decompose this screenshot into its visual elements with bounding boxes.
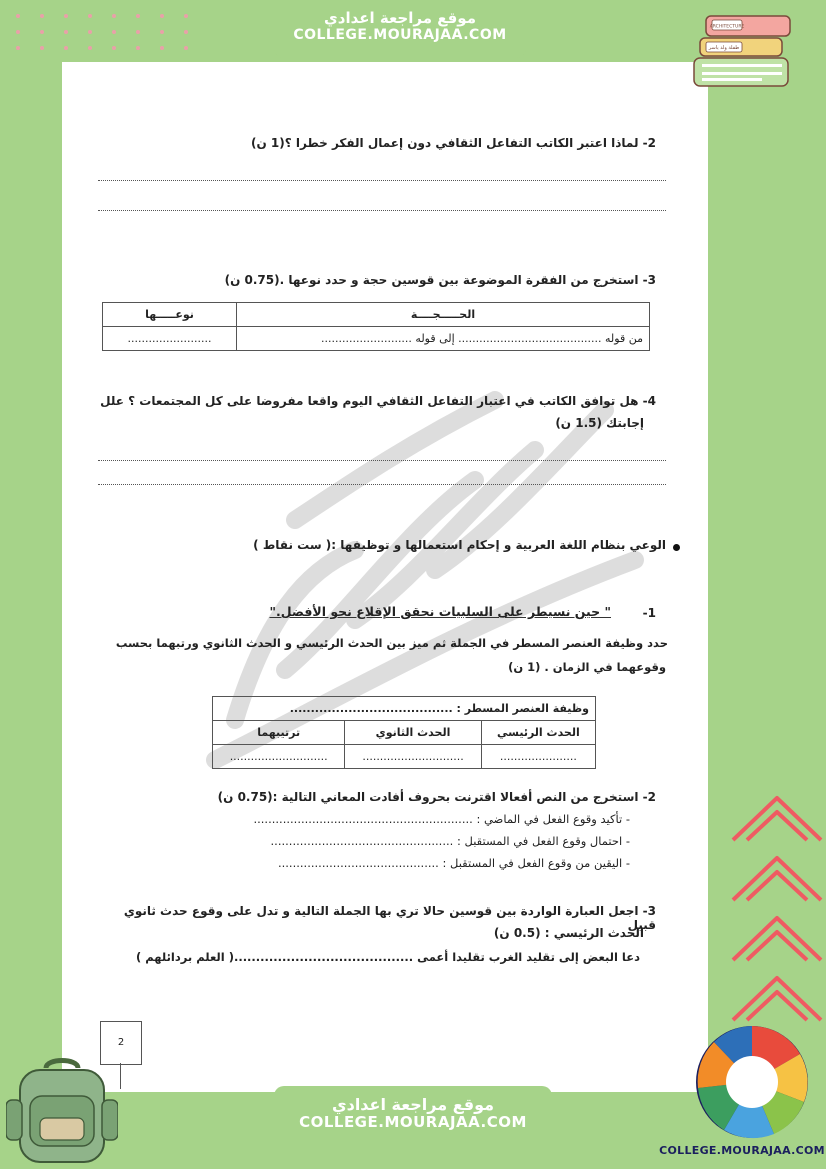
- question-4: 4- هل توافق الكاتب في اعتبار التفاعل الثقافي اليوم واقعا مفروضا على كل المجتمعات ؟ علل: [100, 394, 656, 408]
- main-event-cell[interactable]: ......................: [481, 745, 595, 769]
- chevron-up-icons: [727, 790, 826, 1050]
- item-2-title: 2- استخرج من النص أفعالا اقترنت بحروف أفادت المعاني التالية :(0.75 ن): [217, 790, 656, 804]
- book-label-top: ARCHITECTURE: [709, 24, 745, 30]
- header-secondary-event: الحدث الثانوي: [345, 721, 481, 745]
- item-2-option: - احتمال وقوع الفعل في المستقبل : ..................................................: [270, 834, 630, 848]
- book-label-mid: طفلة ولد ياسر: [708, 45, 740, 51]
- page-number: 2: [100, 1021, 142, 1065]
- argument-table: [102, 302, 650, 351]
- site-url[interactable]: COLLEGE.MOURAJAA.COM: [293, 27, 507, 44]
- events-table: [212, 696, 596, 769]
- backpack-icon: [6, 1056, 118, 1166]
- secondary-event-cell[interactable]: .............................: [345, 745, 481, 769]
- answer-line: [98, 460, 666, 461]
- answer-line: [98, 180, 666, 181]
- item-2-option: - تأكيد وقوع الفعل في الماضي : ............................................................: [253, 812, 630, 826]
- footer-site-url[interactable]: COLLEGE.MOURAJAA.COM: [299, 1113, 527, 1132]
- answer-line: [98, 484, 666, 485]
- item-3-sentence: دعا البعض إلى تقليد الغرب تقليدا أعمى .........................................( العلم بردائلهم ): [136, 950, 640, 964]
- site-name: موقع مراجعة اعدادي: [324, 9, 476, 27]
- footer-banner: [274, 1086, 552, 1150]
- item-2-option: - اليقين من وقوع الفعل في المستقبل : ............................................: [277, 856, 630, 870]
- item-3-line2: الحدث الرئيسي : (0.5 ن): [493, 926, 644, 940]
- page-number-stem: [120, 1063, 121, 1089]
- header-banner: [274, 0, 526, 58]
- item-1-instruction: حدد وظيفة العنصر المسطر في الجملة ثم ميز بين الحدث الرئيسي و الحدث الثانوي ورتبهما بحسب: [115, 636, 668, 650]
- books-icon: [692, 12, 798, 92]
- question-3: 3- استخرج من الفقرة الموضوعة بين قوسين حجة و حدد نوعها .(0.75 ن): [224, 273, 656, 287]
- item-1-sentence: " حين نسيطر على السلبيات نحقق الإقلاع نحو الأفضل.": [269, 604, 611, 619]
- type-cell[interactable]: ........................: [103, 327, 237, 351]
- order-cell[interactable]: ............................: [213, 745, 345, 769]
- brand-url[interactable]: COLLEGE.MOURAJAA.COM: [659, 1144, 825, 1157]
- header-order: ترتيبهما: [213, 721, 345, 745]
- table-header-argument: الحـــــجــــة: [237, 303, 650, 327]
- question-4-cont: إجابتك (1.5 ن): [555, 416, 644, 430]
- question-2: 2- لماذا اعتبر الكاتب التفاعل الثقافي دون إعمال الفكر خطرا ؟(1 ن): [250, 136, 656, 150]
- answer-line: [98, 210, 666, 211]
- college-logo-icon: [694, 1024, 810, 1140]
- table-header-type: نوعـــــها: [103, 303, 237, 327]
- function-of-underlined[interactable]: وظيفة العنصر المسطر : .......................................: [213, 697, 596, 721]
- section-title: الوعي بنظام اللغة العربية و إحكام استعمالها و توظيفها :( ست نقاط ): [253, 538, 666, 552]
- footer-site-name: موقع مراجعة اعدادي: [331, 1095, 495, 1114]
- header-main-event: الحدث الرئيسي: [481, 721, 595, 745]
- argument-cell[interactable]: من قوله ......................................... إلى قوله ..........................: [237, 327, 650, 351]
- item-1-number: 1-: [642, 606, 656, 620]
- section-bullet: [673, 544, 680, 551]
- item-1-instruction-cont: وقوعهما في الزمان . (1 ن): [508, 660, 666, 674]
- item-3-line1: 3- اجعل العبارة الواردة بين قوسين حالا تري بها الجملة التالية و تدل على وقوع حدث ثانوي قبيل: [123, 904, 656, 932]
